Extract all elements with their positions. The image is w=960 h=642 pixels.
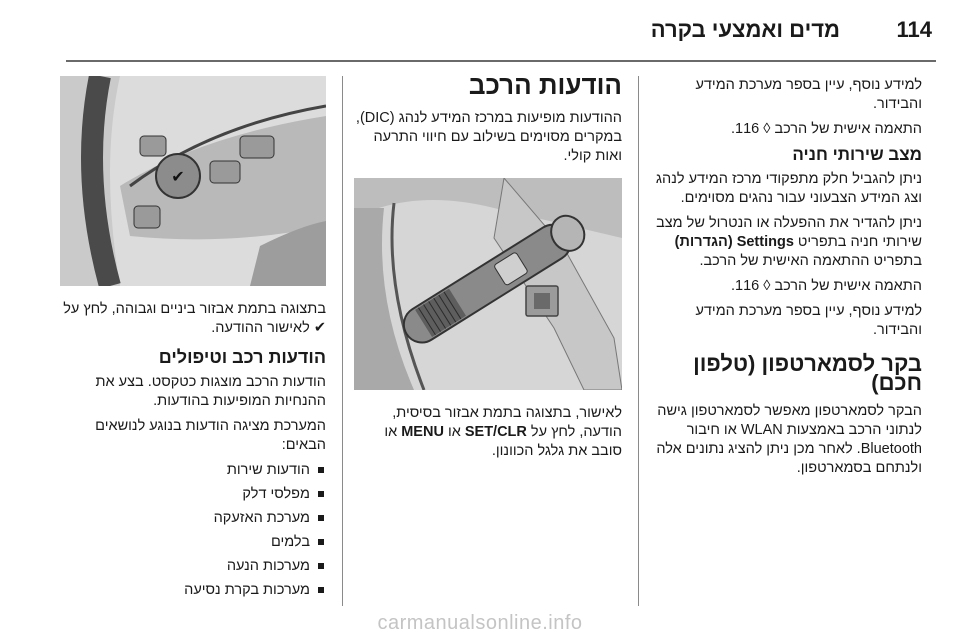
watermark: carmanualsonline.info xyxy=(377,612,583,634)
settings-term: Settings xyxy=(736,234,794,250)
paragraph: המערכת מציגה הודעות בנוגע לנושאים הבאים: xyxy=(95,418,326,453)
steering-wheel-illustration xyxy=(60,76,326,286)
paragraph: ההודעות מופיעות במרכז המידע לנהג (DIC), במקרים מסוימים בשילוב עם חיווי התרעה ואות קולי. xyxy=(355,110,622,164)
text: לאישור ההודעה. xyxy=(211,320,310,336)
cross-reference: התאמה אישית של הרכב ◊ 116. xyxy=(730,121,922,137)
right-column xyxy=(650,76,922,484)
check-icon: ✔ xyxy=(313,320,326,336)
list-item: מערכת האזעקה xyxy=(60,509,326,528)
list-item: מערכות בקרת נסיעה xyxy=(60,581,326,600)
lever-illustration xyxy=(354,178,622,390)
column-divider-right xyxy=(638,76,639,606)
column-divider-left xyxy=(342,76,343,606)
text: סובב את גלגל הכוונון. xyxy=(491,443,622,459)
section-heading-valet-mode: מצב שירותי חניה xyxy=(792,145,922,164)
list-item: מערכות הנעה xyxy=(60,557,326,576)
section-heading-vehicle-messages-service: הודעות רכב וטיפולים xyxy=(158,347,326,367)
settings-term-hebrew: (הגדרות) xyxy=(674,234,733,250)
paragraph: למידע נוסף, עיין בספר מערכת המידע והבידור. xyxy=(695,303,922,338)
header-rule xyxy=(66,60,936,62)
list-item: בלמים xyxy=(60,533,326,552)
page-header xyxy=(0,0,960,62)
cross-reference: התאמה אישית של הרכב ◊ 116. xyxy=(730,278,922,294)
text: או xyxy=(447,424,461,440)
list-item: מפלסי דלק xyxy=(60,485,326,504)
text: בתצוגה בתמת אבזור ביניים וגבוהה, לחץ על xyxy=(63,301,326,317)
page-number: 114 xyxy=(896,17,932,42)
paragraph: הודעות הרכב מוצגות כטקסט. בצע את ההנחיות המופיעות בהודעות. xyxy=(95,374,326,409)
text: לאישור, בתצוגה בתמת אבזור בסיסית, הודעה, לחץ על xyxy=(392,405,622,440)
text: ניתן להגדיר את ההפעלה או הנטרול של מצב שירותי חניה בתפריט xyxy=(656,215,922,250)
figure-caption xyxy=(352,404,622,461)
set-clr-term: SET/CLR xyxy=(464,424,527,440)
message-topics-list xyxy=(60,461,326,600)
svg-text:✔: ✔ xyxy=(171,167,185,186)
section-heading-smartphone-controller: בקר לסמארטפון (טלפון חכם) xyxy=(693,351,922,395)
list-item: הודעות שירות xyxy=(60,461,326,480)
steering-wheel-photo xyxy=(60,76,326,286)
section-heading-vehicle-messages: הודעות הרכב xyxy=(468,70,622,100)
paragraph: ניתן להגביל חלק מתפקודי מרכז המידע לנהג וצג המידע הצבעוני עבור נהגים מסוימים. xyxy=(655,171,922,206)
menu-term: MENU xyxy=(401,424,444,440)
left-column xyxy=(60,76,326,605)
chapter-title: מדים ואמצעי בקרה xyxy=(650,17,840,42)
paragraph xyxy=(60,300,326,338)
text: או xyxy=(384,424,398,440)
paragraph xyxy=(650,214,922,271)
lever-photo xyxy=(354,178,622,390)
paragraph: למידע נוסף, עיין בספר מערכת המידע והבידור. xyxy=(695,77,922,112)
text: בתפריט ההתאמה האישית של הרכב. xyxy=(699,253,922,269)
middle-column xyxy=(352,70,622,467)
paragraph: הבקר לסמארטפון מאפשר לסמארטפון גישה לנתוני הרכב באמצעות WLAN או חיבור Bluetooth. לאחר מכן ניתן להציג נתונים אלה ולנתחם בסמארטפון. xyxy=(656,403,922,476)
